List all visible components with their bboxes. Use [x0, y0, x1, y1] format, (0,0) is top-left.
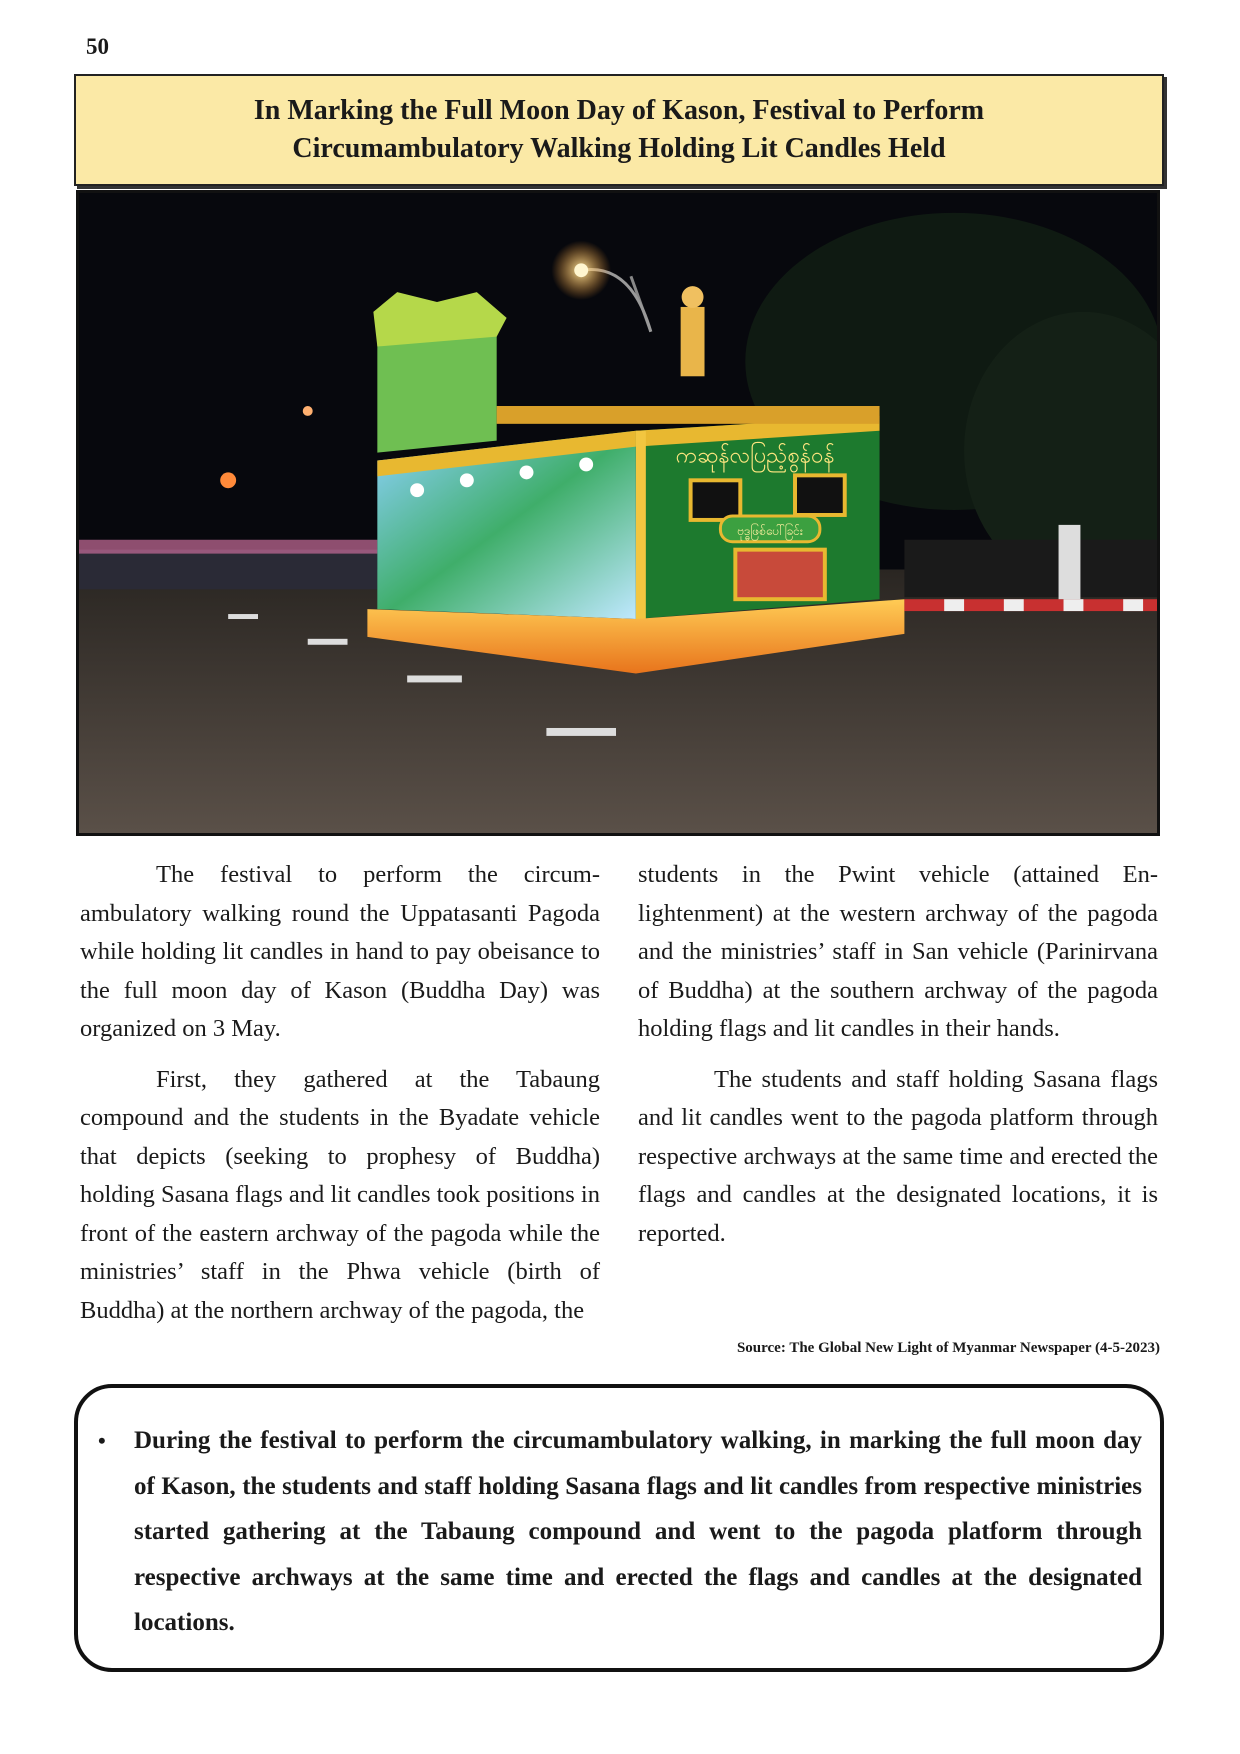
body-column-left [80, 856, 600, 1342]
bullet-icon: • [98, 1428, 106, 1453]
photo-illustration [79, 193, 1157, 833]
summary-list [98, 1418, 1142, 1646]
page-number: 50 [86, 34, 109, 59]
paragraph: The festival to perform the circumambulatory walking round the Uppatasanti Pagoda while holding lit candles in hand to pay obeisance to the full moon day of Kason (Buddha Day) was organized on 3 May. [80, 861, 600, 1042]
festival-float-photo [76, 190, 1160, 836]
summary-text: During the festival to perform the circumambulatory walking, in marking the full moon day of Kason, the students and staff holding Sasana flags and lit candles from respective ministries started gathering at the Tabaung compound and went to the pagoda platform through respective archways at the same time and erected the flags and candles at the designated locations. [134, 1427, 1142, 1636]
float-small-sign: ဗုဒ္ဓဖြစ်ပေါ်ခြင်း [737, 523, 803, 538]
float-sign: ကဆုန်လပြည့်စွန်ဝန် [675, 443, 835, 469]
title-line-2: Circumambulatory Walking Holding Lit Candles Held [292, 133, 946, 164]
body-column-right [638, 856, 1158, 1265]
page-title [254, 92, 984, 168]
title-line-1: In Marking the Full Moon Day of Kason, Festival to Perform [253, 95, 985, 126]
paragraph: The students and staff holding Sasana flags and lit candles went to the pagoda platform through respective archways at the same time and erected the flags and candles at the designated locations, it is reported. [638, 1065, 1158, 1247]
summary-box [74, 1384, 1164, 1672]
paragraph: students in the Pwint vehicle (attained Enlightenment) at the western archway of the pagoda and the ministries’ staff in San vehicle (Parinirvana of Buddha) at the southern archway of the pagoda holding flags and lit candles in their hands. [638, 861, 1158, 1042]
title-box [74, 74, 1164, 186]
source-citation: Source: The Global New Light of Myanmar Newspaper (4-5-2023) [736, 1340, 1160, 1356]
paragraph: First, they gathered at the Tabaung compound and the students in the Byadate vehicle that depicts (seeking to prophesy of Buddha) holding Sasana flags and lit candles took positions in front of the eastern archway of the pagoda while the ministries’ staff in the Phwa vehicle (birth of Buddha) at the northern archway of the pagoda, the [80, 1065, 600, 1324]
summary-item [98, 1418, 1142, 1646]
